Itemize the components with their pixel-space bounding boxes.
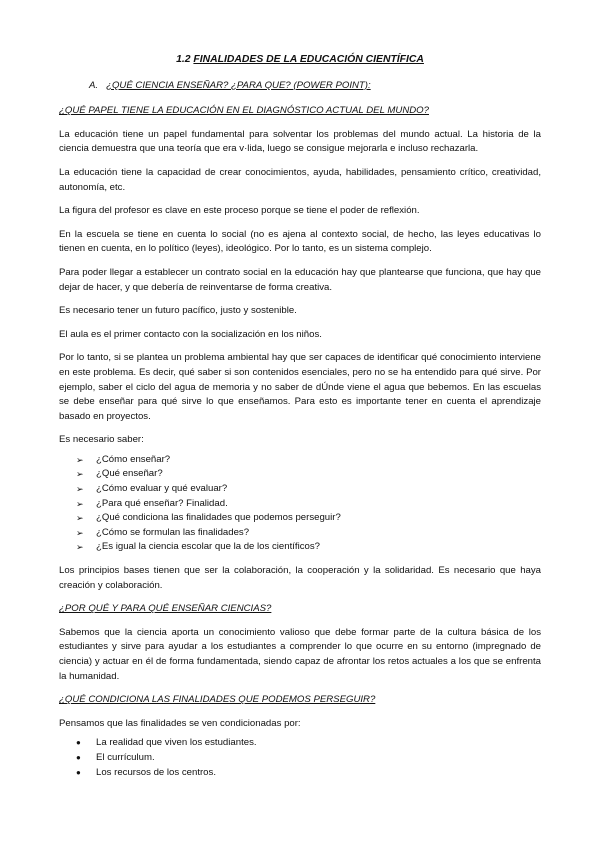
section2-heading: ¿POR QUÉ Y PARA QUÉ ENSEÑAR CIENCIAS? [59, 603, 272, 615]
list-item: ➢ ¿Cómo se formulan las finalidades? [59, 526, 541, 541]
subsection-letter: A. [89, 79, 99, 91]
arrow-bullet-icon: ➢ [76, 469, 84, 480]
section1-paragraph: El aula es el primer contacto con la socialización en los niños. [59, 328, 322, 340]
section1-question-list [59, 453, 541, 555]
section1-paragraph: La educación tiene la capacidad de crear conocimientos, ayuda, habilidades, pensamiento crítico, creatividad, autonomía, etc. [59, 166, 541, 193]
section2-paragraph: Sabemos que la ciencia aporta un conocimiento valioso que debe formar parte de la cultura básica de los estudiantes y sirve para ayudar a los estudiantes a comprender lo que ocurre en su entorno (impregnado de ciencia) y actuar en él de forma fundamentada, siendo capaz de afrontar los retos actuales a los que se enfrenta la humanidad. [59, 626, 541, 682]
section1-paragraph: Es necesario tener un futuro pacífico, justo y sostenible. [59, 305, 297, 317]
list-item: ➢ ¿Cómo evaluar y qué evaluar? [59, 482, 541, 497]
bullet-dot-icon: ● [76, 752, 81, 762]
section1-paragraph: La figura del profesor es clave en este proceso porque se tiene el poder de reflexión. [59, 205, 420, 217]
page-title [59, 53, 541, 68]
section3-intro: Pensamos que las finalidades se ven condicionadas por: [59, 717, 301, 729]
list-item: ● Los recursos de los centros. [59, 766, 541, 781]
arrow-bullet-icon: ➢ [76, 454, 84, 465]
title-number: 1.2 [176, 54, 191, 65]
section3-heading: ¿QUÉ CONDICIONA LAS FINALIDADES QUE PODEMOS PERSEGUIR? [59, 694, 376, 706]
section1-heading: ¿QUÉ PAPEL TIENE LA EDUCACIÓN EN EL DIAGNÓSTICO ACTUAL DEL MUNDO? [59, 105, 429, 117]
subsection-heading [89, 79, 541, 94]
arrow-bullet-icon: ➢ [76, 542, 84, 553]
section1-paragraph: Para poder llegar a establecer un contrato social en la educación hay que plantearse que funciona, que hay que dejar de hacer, y que debería de reinventarse de forma creativa. [59, 266, 541, 293]
section1-list-intro: Es necesario saber: [59, 434, 144, 446]
list-item: ➢ ¿Para qué enseñar? Finalidad. [59, 497, 541, 512]
arrow-bullet-icon: ➢ [76, 513, 84, 524]
arrow-bullet-icon: ➢ [76, 484, 84, 495]
bullet-dot-icon: ● [76, 767, 81, 777]
arrow-bullet-icon: ➢ [76, 498, 84, 509]
section1-paragraph: En la escuela se tiene en cuenta lo social (no es ajena al contexto social, de hecho, las leyes educativas lo tienen en cuenta, en lo político (leyes), ideológico. Por lo tanto, es un sistema complejo. [59, 228, 541, 255]
list-item: ● El currículum. [59, 751, 541, 766]
section3-list [59, 736, 541, 780]
list-item: ➢ ¿Qué condiciona las finalidades que podemos perseguir? [59, 511, 541, 526]
list-item: ➢ ¿Es igual la ciencia escolar que la de los científicos? [59, 540, 541, 555]
list-item: ➢ ¿Cómo enseñar? [59, 453, 541, 468]
list-item: ➢ ¿Qué enseñar? [59, 467, 541, 482]
section1-closing: Los principios bases tienen que ser la colaboración, la cooperación y la solidaridad. Es necesario que haya creación y colaboración. [59, 565, 541, 591]
section1-paragraph: La educación tiene un papel fundamental para solventar los problemas del mundo actual. La historia de la ciencia demuestra que una teoría que era v·lida, luego se consigue mejorarla e incluso rechazarla. [59, 128, 541, 155]
list-item: ● La realidad que viven los estudiantes. [59, 736, 541, 751]
section1-paragraph: Por lo tanto, si se plantea un problema ambiental hay que ser capaces de identificar qué conocimiento interviene en este problema. Es decir, qué saber si son contenidos esenciales, pero no se ha entendido para qué sirve. Por ejemplo, saber el ciclo del agua de memoria y no saber de dÚnde viene el agua que bebemos. En las escuelas se debe enseñar para qué sirve lo que enseñamos. Para esto es importante tener en cuenta el aprendizaje basado en proyectos. [59, 352, 541, 422]
arrow-bullet-icon: ➢ [76, 527, 84, 538]
subsection-text: ¿QUÉ CIENCIA ENSEÑAR? ¿PARA QUE? (POWER POINT): [106, 79, 371, 91]
bullet-dot-icon: ● [76, 738, 81, 748]
title-text: FINALIDADES DE LA EDUCACIÓN CIENTÍFICA [193, 54, 424, 65]
